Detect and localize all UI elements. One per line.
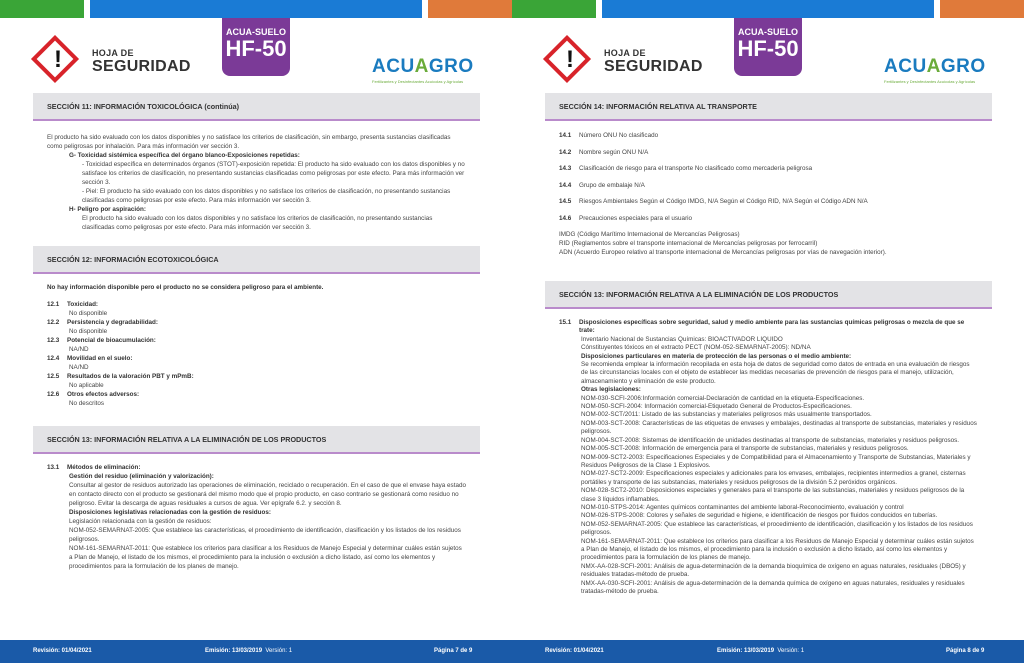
s15-dp-text: Se recomienda emplear la información recopilada en esta hoja de datos de seguridad como datos de entrada en una evaluación de riesgos de las circunstancias locales con el objeto de establecer las medidas necesarias de prevención de riesgos para el manejo, utilización, almacenamiento y eliminación de este producto.: [581, 361, 970, 385]
s12-item-num: 12.4: [47, 355, 60, 362]
s11-h-title: H- Peligro por aspiración:: [69, 206, 146, 213]
s14-item-text: Grupo de embalaje N/A: [579, 181, 645, 189]
s11-g-title: G- Toxicidad sistémica específica del órgano blanco-Exposiciones repetidas:: [69, 152, 300, 159]
s14-item-num: 14.6: [559, 214, 572, 222]
s15-heading: Disposiciones específicas sobre seguridad, salud y medio ambiente para las sustancias químicas peligrosas o mezcla de que se trate:: [579, 319, 965, 335]
footer-emision-date-2: Emisión: 13/03/2019: [717, 648, 775, 654]
page-7: [0, 0, 512, 640]
s13-leg-1: Legislación relacionada con la gestión de residuos:: [69, 518, 212, 525]
section-12-header: SECCIÓN 12: INFORMACIÓN ECOTOXICOLÓGICA: [33, 246, 480, 274]
s14-item-num: 14.5: [559, 198, 572, 205]
s15-inventory-line: Cónstituyentes tóxicos en el extracto PECT (NOM-052-SEMARNAT-2005): ND/NA: [581, 344, 811, 352]
s12-item-num: 12.6: [47, 391, 60, 398]
s11-g-item-1: - Toxicidad específica en determinados órganos (STOT)-exposición repetida: El producto ha sido evaluado con los datos disponibles y no satisface los criterios de clasificación, no presentando sustancias clasificadas como peligrosas por este efecto. Para más información ver sección 3.: [82, 161, 465, 186]
s15-norm-item: NOM-002-SCT/2011: Listado de las substancias y materiales peligrosos más usualmente transportados.: [581, 411, 872, 419]
s12-item-num: 12.3: [47, 337, 60, 344]
section-14-content: [545, 121, 992, 281]
s12-item-value: NA/ND: [69, 364, 89, 371]
product-line1-2: ACUA-SUELO: [738, 27, 798, 37]
s15-norm-item: NOM-052-SEMARNAT-2005: Que establece las características, el procedimiento de identificación, clasificación y los listados de los residuos peligrosos.: [581, 520, 973, 537]
s15-inventory-lines: [559, 336, 978, 353]
s14-item: [559, 131, 978, 140]
product-badge-2: [734, 18, 802, 76]
s14-rid: RID (Reglamentos sobre el transporte internacional de Mercancías peligrosas por ferrocarril): [559, 240, 818, 247]
footer-bar: [0, 640, 1024, 663]
s14-item: [559, 148, 978, 157]
s14-list: [559, 131, 978, 223]
product-line1: ACUA-SUELO: [226, 27, 286, 37]
s14-item-num: 14.3: [559, 165, 572, 172]
s15-norm-item: NOM-005-SCT-2008: Información de emergencia para el transporte de substancias, materiales y residuos peligrosos.: [581, 445, 909, 453]
s13-method-row: [47, 463, 466, 472]
logo-leaf-a-2: A: [926, 56, 941, 77]
logo-name-2: [884, 56, 994, 78]
logo-part-a-2: ACU: [884, 56, 927, 77]
footer-emision: [205, 648, 292, 654]
logo-part-b-2: GRO: [940, 56, 986, 77]
logo-part-b: GRO: [428, 56, 474, 77]
section-15-header: SECCIÓN 13: INFORMACIÓN RELATIVA A LA ELIMINACIÓN DE LOS PRODUCTOS: [545, 281, 992, 309]
s15-norms-list: [559, 395, 978, 597]
s15-ol-title: Otras legislaciones:: [581, 386, 641, 394]
footer-page-left: Página 7 de 9: [434, 648, 473, 654]
s15-num: 15.1: [559, 319, 572, 326]
s13-gestion-title: Gestión del residuo (eliminación y valorización):: [69, 473, 214, 480]
s13-method-label: Métodos de eliminación:: [67, 464, 141, 471]
product-badge: [222, 18, 290, 76]
logo-leaf-a: A: [414, 56, 429, 77]
s12-intro: No hay información disponible pero el producto no se considera peligroso para el ambiente.: [47, 284, 324, 291]
hoja-de-label: HOJA DE: [92, 48, 134, 58]
s15-norm-item: NOM-027-SCT2-2009: Especificaciones especiales y adicionales para los envases, embalajes, recipientes intermedios a granel, cisternas portátiles y transporte de las substancias, materiales y residuos peligrosos de la división 5.2 peróxidos orgánicos.: [581, 470, 966, 486]
s12-item-value: No disponible: [69, 328, 108, 335]
product-line2: HF-50: [225, 36, 287, 61]
s15-heading-row: [559, 319, 978, 336]
s12-item-label: Potencial de bioacumulación:: [67, 337, 156, 344]
s14-adn: ADN (Acuerdo Europeo relativo al transporte internacional de Mercancías peligrosas por vías de navegación interior).: [559, 249, 887, 256]
s15-norm-item: NOM-050-SCFI-2004: Información comercial-Etiquetado General de Productos-Especificaciones.: [581, 403, 852, 411]
logo-name: [372, 56, 482, 78]
acuagro-logo: [372, 56, 482, 84]
section-14-header: SECCIÓN 14: INFORMACIÓN RELATIVA AL TRANSPORTE: [545, 93, 992, 121]
hoja-de-label-2: HOJA DE: [604, 48, 646, 58]
s15-norm-item: NOM-161-SEMARNAT-2011: Que establece los criterios para clasificar a los Residuos de Manejo Especial y determinar cuáles están sujetos a Plan de Manejo, el listado de los mismos, el procedimiento para la inclusión o exclusión a dicho listado, así como los elementos y procedimientos para la formulación de los planes de manejo.: [581, 537, 974, 562]
footer-revision-2: Revisión: 01/04/2021: [545, 648, 604, 654]
seguridad-title-2: SEGURIDAD: [604, 58, 703, 75]
page-header-2: [512, 18, 1024, 88]
s15-norm-item: NMX-AA-030-SCFI-2001: Análisis de agua-determinación de la demanda química de oxígeno en aguas naturales, residuales y residuales tratadas-método de prueba.: [581, 579, 965, 595]
s15-norm-item: NOM-004-SCT-2008: Sistemas de identificación de unidades destinadas al transporte de substancias, materiales y residuos peligrosos.: [581, 436, 960, 444]
section-12-content: [33, 274, 480, 426]
s14-item-text: Riesgos Ambientales Según el Código IMDG, N/A Según el Código RID, N/A Según el Código ADN N/A: [579, 198, 868, 205]
s12-item-label: Resultados de la valoración PBT y mPmB:: [67, 373, 194, 380]
s15-norm-item: NOM-030-SCFI-2006:Información comercial-Declaración de cantidad en la etiqueta-Especificaciones.: [581, 394, 865, 402]
footer-revision: Revisión: 01/04/2021: [33, 648, 92, 654]
page-header: [0, 18, 512, 88]
logo-tagline-2: Fertilizantes y Desinfectantes Acuícolas y Agrícolas: [884, 79, 976, 84]
acuagro-logo-2: [884, 56, 994, 84]
footer-page-right: Página 8 de 9: [946, 648, 985, 654]
s15-norm-item: NOM-009-SCT2-2003: Especificaciones Especiales y de Compatibilidad para el Almacenamiento y Transporte de Substancias, Materiales y Residuos Peligrosos de la Clase 1 Explosivos.: [581, 453, 971, 469]
section-11-header: SECCIÓN 11: INFORMACIÓN TOXICOLÓGICA (continúa): [33, 93, 480, 121]
s12-item: [47, 354, 466, 363]
s12-item-num: 12.5: [47, 373, 60, 380]
section-13-header: SECCIÓN 13: INFORMACIÓN RELATIVA A LA ELIMINACIÓN DE LOS PRODUCTOS: [33, 426, 480, 454]
s12-item-value: No aplicable: [69, 382, 104, 389]
s13-gestion-text: Consultar al gestor de residuos autorizado las operaciones de eliminación, reciclado o recuperación. En el caso de que el envase haya estado en contacto directo con el producto se gestionará del mismo modo que el propio producto, en caso contrario se gestionará como residuo no peligroso. Evitar la descarga de aguas residuales a cursos de agua. Ver epígrafe 6.2. y sección 8.: [69, 482, 466, 507]
s12-item-value: No descritos: [69, 400, 104, 407]
s12-item: [47, 336, 466, 345]
product-line2-2: HF-50: [737, 36, 799, 61]
s14-item-text: Clasificación de riesgo para el transporte No clasificado como mercadería peligrosa: [579, 165, 813, 172]
s12-item-num: 12.1: [47, 301, 60, 308]
s12-item: [47, 372, 466, 381]
s15-norm-item: NOM-028-SCT2-2010: Disposiciones especiales y generales para el transporte de las substancias, materiales y residuos peligrosos de la clase 3 líquidos inflamables.: [581, 487, 965, 503]
s13-leg-2: NOM-052-SEMARNAT-2005: Que establece las características, el procedimiento de identificación, clasificación y los listados de los residuos peligrosos.: [69, 527, 461, 543]
s12-item-num: 12.2: [47, 319, 60, 326]
s13-leg-3: NOM-161-SEMARNAT-2011: Que establece los criterios para clasificar a los Residuos de Manejo Especial y determinar cuáles están sujetos a Plan de Manejo, el listado de los mismos, el procedimiento para la inclusión o exclusión a dicho listado, así como los elementos y procedimientos para la formulación de los planes de manejo.: [69, 545, 462, 570]
section-11-content: [33, 121, 480, 246]
s14-item: [559, 214, 978, 223]
s15-dp-title: Disposiciones particulares en materia de protección de las personas o el medio ambiente:: [581, 352, 852, 360]
logo-tagline: Fertilizantes y Desinfectantes Acuícolas y Agrícolas: [372, 79, 464, 84]
footer-version: Versión: 1: [265, 648, 293, 654]
s12-list: [47, 300, 466, 408]
s15-norm-item: NOM-010-STPS-2014: Agentes químicos contaminantes del ambiente laboral-Reconocimiento, evaluación y control: [581, 503, 904, 511]
page-body-2: [545, 93, 992, 604]
s12-item-value: NA/ND: [69, 346, 89, 353]
s14-item-num: 14.2: [559, 148, 572, 156]
s14-item-text: Nombre según ONU N/A: [579, 148, 649, 156]
page-body: [33, 93, 480, 579]
s15-norm-item: NOM-026-STPS-2008: Colores y señales de seguridad e higiene, e identificación de riesgos por fluidos conducidos en tuberías.: [581, 512, 938, 520]
footer-version-2: Versión: 1: [777, 648, 805, 654]
s15-inventory-line: Inventario Nacional de Sustancias Químicas: BIOACTIVADOR LIQUIDO: [581, 335, 783, 343]
s12-item-label: Otros efectos adversos:: [67, 391, 140, 398]
footer-emision-date: Emisión: 13/03/2019: [205, 648, 263, 654]
s12-item: [47, 300, 466, 309]
s13-disp-title: Disposiciones legislativas relacionadas con la gestión de residuos:: [69, 509, 271, 516]
section-13-content: [33, 454, 480, 579]
page-8: [512, 0, 1024, 640]
s12-item-label: Toxicidad:: [67, 301, 99, 308]
logo-part-a: ACU: [372, 56, 415, 77]
exclamation-diamond-icon: !: [54, 46, 62, 73]
s15-norm-item: NOM-003-SCT-2008: Características de las etiquetas de envases y embalajes, destinadas al transporte de substancias, materiales y residuos peligrosos.: [581, 419, 977, 436]
s11-h-item: El producto ha sido evaluado con los datos disponibles y no satisface los criterios de clasificación, no presentando sustancias clasificadas como peligrosas por este efecto. Para más información ver sección 3.: [82, 215, 433, 231]
s14-item-num: 14.1: [559, 132, 572, 139]
seguridad-title: SEGURIDAD: [92, 58, 191, 75]
s14-item: [559, 164, 978, 173]
s14-item: [559, 181, 978, 190]
s11-g-item-2: - Piel: El producto ha sido evaluado con los datos disponibles y no satisface los criterios de clasificación, no presentando sustancias clasificadas como peligrosas por este efecto. Para más información ver sección 3.: [82, 188, 451, 204]
s14-item-text: Número ONU No clasificado: [579, 132, 659, 139]
section-15-content: [545, 309, 992, 604]
s13-num: 13.1: [47, 464, 60, 471]
s12-item-value: No disponible: [69, 310, 108, 317]
s12-item-label: Movilidad en el suelo:: [67, 355, 133, 362]
s12-item-label: Persistencia y degradabilidad:: [67, 319, 158, 326]
exclamation-diamond-icon: !: [566, 46, 574, 73]
s11-paragraph: El producto ha sido evaluado con los datos disponibles y no satisface los criterios de clasificación, sin embargo, presenta sustancias clasificadas como peligrosas por inhalación. Para más información ver sección 3.: [47, 134, 451, 150]
s12-item: [47, 390, 466, 399]
s12-item: [47, 318, 466, 327]
s14-imdg: IMDG (Código Marítimo Internacional de Mercancías Peligrosas): [559, 231, 740, 238]
s15-norm-item: NMX-AA-028-SCFI-2001: Análisis de agua-determinación de la demanda bioquímica de oxígeno en aguas naturales, residuales (DBO5) y residuales tratadas-método de prueba.: [581, 562, 966, 579]
s14-item-num: 14.4: [559, 181, 572, 189]
footer-emision-2: [717, 648, 804, 654]
s14-item-text: Precauciones especiales para el usuario: [579, 214, 693, 222]
s14-item: [559, 197, 978, 206]
